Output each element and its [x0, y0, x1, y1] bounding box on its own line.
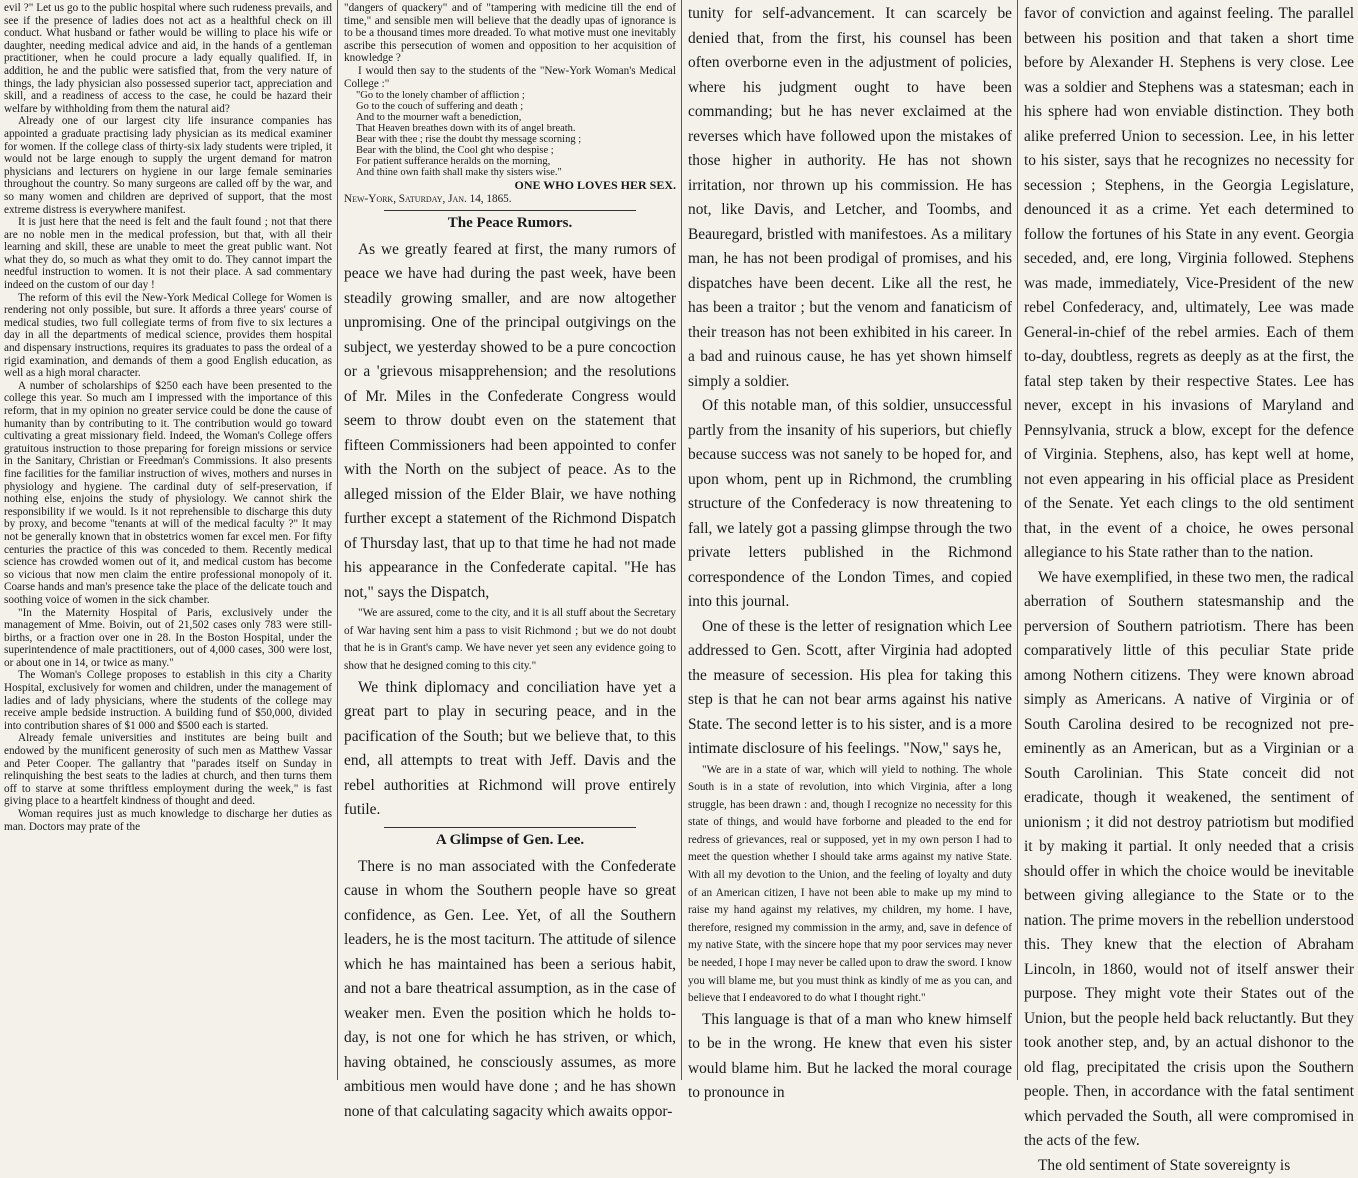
- col2-paragraph-2: I would then say to the students of the "New-York Woman's Medical College :": [344, 65, 676, 90]
- article-headline-peace-rumors: The Peace Rumors.: [344, 215, 676, 232]
- section-divider: [384, 210, 636, 211]
- col2-paragraph-5: There is no man associated with the Confederate cause in whom the Southern people have so great confidence, as Gen. Lee. Yet, of all the Southern leaders, he is the most taciturn. The attitude of silence which he has maintained has been a serious habit, and not a bare theatrical assumption, as in the case of weaker men. Even the position which he holds to-day, is not one for which he has striven, or which, having obtained, he consciously assumes, as more ambitious men would have done ; and he has shown none of that calculating sagacity which awaits oppor-: [344, 855, 676, 1125]
- column-divider: [337, 0, 338, 1080]
- col1-paragraph-9: Woman requires just as much knowledge to discharge her duties as man. Doctors may prate of the: [4, 808, 332, 833]
- poem-line: And thine own faith shall make thy sisters wise.": [344, 167, 676, 178]
- col1-paragraph-3: It is just here that the need is felt and the fault found ; not that there are no noble men in the medical profession, but that, with all their learning and skill, these are unable to meet the great public want. Not what they do, so much as what they omit to do. They cannot impart the needful instruction to women. It is not their place. A sad commentary indeed on the custom of our day !: [4, 216, 332, 292]
- letter-dateline: New-York, Saturday, Jan. 14, 1865.: [344, 193, 676, 206]
- col4-paragraph-1: favor of conviction and against feeling. The parallel between his position and that taken a short time before by Alexander H. Stephens is very close. Lee was a soldier and Stephens was a statesman; each in his sphere had won enviable distinction. They both alike preferred Union to secession. Lee, in his letter to his sister, says that he recognizes no necessity for secession ; Stephens, in the Georgia Legislature, denounced it as a crime. Yet each determined to follow the fortunes of his State in any event. Georgia seceded, and, ere long, Virginia followed. Stephens was made, immediately, Vice-President of the new rebel Confederacy, and, ultimately, Lee was made General-in-chief of the rebel armies. Each of them to-day, doubtless, regrets as deeply as at the first, the fatal step taken by their respective States. Lee has never, except in his invasions of Maryland and Pennsylvania, struck a blow, except for the defence of Virginia. Stephens, also, has kept well at home, not even appearing in his official place as President of the Senate. Yet each clings to the old sentiment that, in the event of a choice, he owes personal allegiance to his State rather than to the nation.: [1024, 2, 1354, 566]
- col1-paragraph-6: "In the Maternity Hospital of Paris, exclusively under the management of Mme. Boivin, out of 21,502 cases only 783 were still-births, or a fraction over one in 28. In the Boston Hospital, under the superintendence of male practitioners, out of 4,000 cases, 300 were lost, or about one in 14, or twice as many.": [4, 607, 332, 670]
- col2-paragraph-3: As we greatly feared at first, the many rumors of peace we have had during the past week, have been steadily growing smaller, and are now altogether unpromising. One of the principal outgivings on the subject, we yesterday showed to be a pure concoction or a 'grievous misapprehension; and the resolutions of Mr. Miles in the Confederate Congress would seem to throw doubt even on the statement that fifteen Commissioners had been appointed to confer with the North on the subject of peace. As to the alleged mission of the Elder Blair, we have nothing further except a statement of the Richmond Dispatch of Thursday last, that up to that time he had not made his appearance in the Confederate capital. "He has not," says the Dispatch,: [344, 238, 676, 606]
- col2-paragraph-4: We think diplomacy and conciliation have yet a great part to play in securing peace, and in the pacification of the South; but we believe that, to this end, all attempts to treat with Jeff. Davis and the rebel authorities at Richmond will prove entirely futile.: [344, 676, 676, 823]
- col1-paragraph-8: Already female universities and institutes are being built and endowed by the munificent generosity of such men as Matthew Vassar and Peter Cooper. The gallantry that "parades itself on Sunday in relinquishing the best seats to the ladies at church, and then turns them off to starve at some thriftless employment during the week," is fast giving place to a heartfelt kindness of thought and deed.: [4, 732, 332, 808]
- col1-paragraph-1: evil ?" Let us go to the public hospital where such rudeness prevails, and see if the presence of ladies does not act as a healthful check on ill conduct. What husband or father would be willing to place his wife or daughter, needing medical advice and aid, in the hands of a gentleman practitioner, when he could procure a lady equally qualified. If, in addition, he and the public were satisfied that, from the very nature of things, the lady physician also possessed superior tact, appreciation and skill, and a readiness of access to the case, he could be hazard their welfare by withholding from them the natural aid?: [4, 2, 332, 115]
- col1-paragraph-2: Already one of our largest city life insurance companies has appointed a graduate practising lady physician as its medical examiner for women. If the college class of thirty-six lady students were tripled, it would not be large enough to supply the urgent demand for matron physicians and lecturers on hygiene in our large female seminaries throughout the country. So many surgeons are called off by the war, and so many women and children are deprived of support, that the most extreme distress is everywhere manifest.: [4, 115, 332, 216]
- poem-line: That Heaven breathes down with its of angel breath.: [344, 123, 676, 134]
- poem-line: Bear with thee ; rise the doubt thy message scorning ;: [344, 134, 676, 145]
- col2-paragraph-1: "dangers of quackery" and of "tampering with medicine till the end of time," and sensible men will believe that the deadly upas of ignorance is to be a thousand times more dreaded. To what motive must one inevitably ascribe this persecution of women and opposition to her acquisition of knowledge ?: [344, 2, 676, 65]
- column-3: [684, 0, 1016, 1080]
- poem: [344, 90, 676, 178]
- col3-paragraph-1: tunity for self-advancement. It can scarcely be denied that, from the first, his counsel has been often overborne even in the adjustment of policies, where his judgment ought to have been commanding; but he has never exclaimed at the reverses which have followed upon the mistakes of those higher in authority. He has not shown irritation, nor thrown up his commission. He has not, like Davis, and Letcher, and Toombs, and Beauregard, bristled with manifestoes. As a military man, he has not been prodigal of promises, and his dispatches have been decent. Like all the rest, he has been a traitor ; but the venom and fanaticism of their treason has not been exhibited in his career. In a bad and ruinous cause, he has yet shown himself simply a soldier.: [688, 2, 1012, 394]
- col3-paragraph-3: One of these is the letter of resignation which Lee addressed to Gen. Scott, after Virginia had adopted the measure of secession. His plea for taking this step is that he can not bear arms against his native State. The second letter is to his sister, and is a more intimate disclosure of his feelings. "Now," says he,: [688, 615, 1012, 762]
- section-divider: [384, 827, 636, 828]
- poem-line: Bear with the blind, the Cool ght who despise ;: [344, 145, 676, 156]
- col2-quote-1: "We are assured, come to the city, and it is all stuff about the Secretary of War having sent him a pass to visit Richmond ; but we do not doubt that he is in Grant's camp. We have never yet seen any evidence going to show that he designed coming to this city.": [344, 605, 676, 675]
- article-headline-glimpse-of-lee: A Glimpse of Gen. Lee.: [344, 832, 676, 849]
- col3-paragraph-2: Of this notable man, of this soldier, unsuccessful partly from the insanity of his superiors, but chiefly because success was not sanely to be hoped for, and upon whom, pent up in Richmond, the crumbling structure of the Confederacy is now threatening to fall, we lately got a passing glimpse through the two private letters published in the Richmond correspondence of the London Times, and copied into this journal.: [688, 394, 1012, 615]
- column-1: [0, 0, 336, 1080]
- col3-paragraph-4: This language is that of a man who knew himself to be in the wrong. He knew that even his sister would blame him. But he lacked the moral courage to pronounce in: [688, 1008, 1012, 1106]
- col4-paragraph-3: The old sentiment of State sovereignty is: [1024, 1154, 1354, 1178]
- col1-paragraph-5: A number of scholarships of $250 each have been presented to the college this year. So much am I impressed with the importance of this reform, that in my opinion no greater service could be done the cause of humanity than by contributing to it. The contribution would go toward cultivating a great missionary field. Indeed, the Woman's College offers gratuitous instruction to those preparing for foreign missions or service in the Sanitary, Christian or Freedman's Commissions. It also presents fine facilities for the familiar instruction of wives, mothers and nurses in physiology and hygiene. The cardinal duty of self-preservation, if nothing else, enjoins the study of physiology. We cannot shirk the responsibility if we would. Is it not reprehensible to discharge this duty by proxy, and become "tenants at will of the medical faculty ?" It may not be generally known that in obstetrics women far excel men. For fifty centuries the practice of this was conceded to them. Recently medical science has crowded women out of it, and medical custom has become so vicious that now men claim the entire professional monopoly of it. Coarse hands and man's presence take the place of the delicate touch and soothing voice of women in the sick chamber.: [4, 380, 332, 607]
- poem-line: Go to the couch of suffering and death ;: [344, 101, 676, 112]
- column-2: [340, 0, 680, 1080]
- col1-paragraph-4: The reform of this evil the New-York Medical College for Women is rendering not only possible, but sure. It affords a three years' course of medical studies, two full collegiate terms of from five to six lectures a day in all the departments of medical science, provides them hospital and dispensary instructions, requires its graduates to pass the ordeal of a rigid examination, and demands of them a good English education, as well as a high moral character.: [4, 292, 332, 380]
- poem-line: For patient sufferance heralds on the morning,: [344, 156, 676, 167]
- poem-line: And to the mourner waft a benediction,: [344, 112, 676, 123]
- col4-paragraph-2: We have exemplified, in these two men, the radical aberration of Southern statesmanship and the perversion of Southern patriotism. There has been comparatively little of this peculiar State pride among Nothern citizens. They were known abroad simply as Americans. A native of Virginia or of South Carolina desired to be recognized not pre-eminently as an American, but as a Virginian or a South Carolinian. This State conceit did not eradicate, though it weakened, the sentiment of unionism ; it did not destroy patriotism but modified it by making it partial. It only needed that a crisis should offer in which the choice would be inevitable between giving allegiance to the State or to the nation. The prime movers in the rebellion understood this. They knew that the election of Abraham Lincoln, in 1860, would not of itself answer their purpose. They might vote their States out of the Union, but the people held back reluctantly. But they took another step, and, by an actual dishonor to the old flag, precipitated the crisis upon the Southern people. Then, in accordance with the fatal sentiment which pervaded the South, all were compromised in the acts of the few.: [1024, 566, 1354, 1154]
- column-divider: [1017, 0, 1018, 1080]
- letter-signature: ONE WHO LOVES HER SEX.: [344, 178, 676, 193]
- column-divider: [681, 0, 682, 1080]
- col1-paragraph-7: The Woman's College proposes to establish in this city a Charity Hospital, exclusively for women and children, under the management of ladies and of lady physicians, where the students of the college may receive ample bedside instruction. A building fund of $50,000, divided into contribution shares of $1 000 and $500 each is started.: [4, 669, 332, 732]
- col3-quote-1: "We are in a state of war, which will yield to nothing. The whole South is in a state of revolution, into which Virginia, after a long struggle, has been drawn : and, though I recognize no necessity for this state of things, and would have forborne and pleaded to the end for redress of grievances, real or supposed, yet in my own person I had to meet the question whether I should take arms against my native State. With all my devotion to the Union, and the feeling of loyalty and duty of an American citizen, I have not been able to make up my mind to raise my hand against my relatives, my children, my home. I have, therefore, resigned my commission in the army, and, save in defence of my native State, with the sincere hope that my poor services may never be needed, I hope I may never be called upon to draw the sword. I know you will blame me, but you must think as kindly of me as you can, and believe that I endeavored to do what I thought right.": [688, 762, 1012, 1008]
- poem-line: "Go to the lonely chamber of affliction ;: [344, 90, 676, 101]
- column-4: [1020, 0, 1358, 1080]
